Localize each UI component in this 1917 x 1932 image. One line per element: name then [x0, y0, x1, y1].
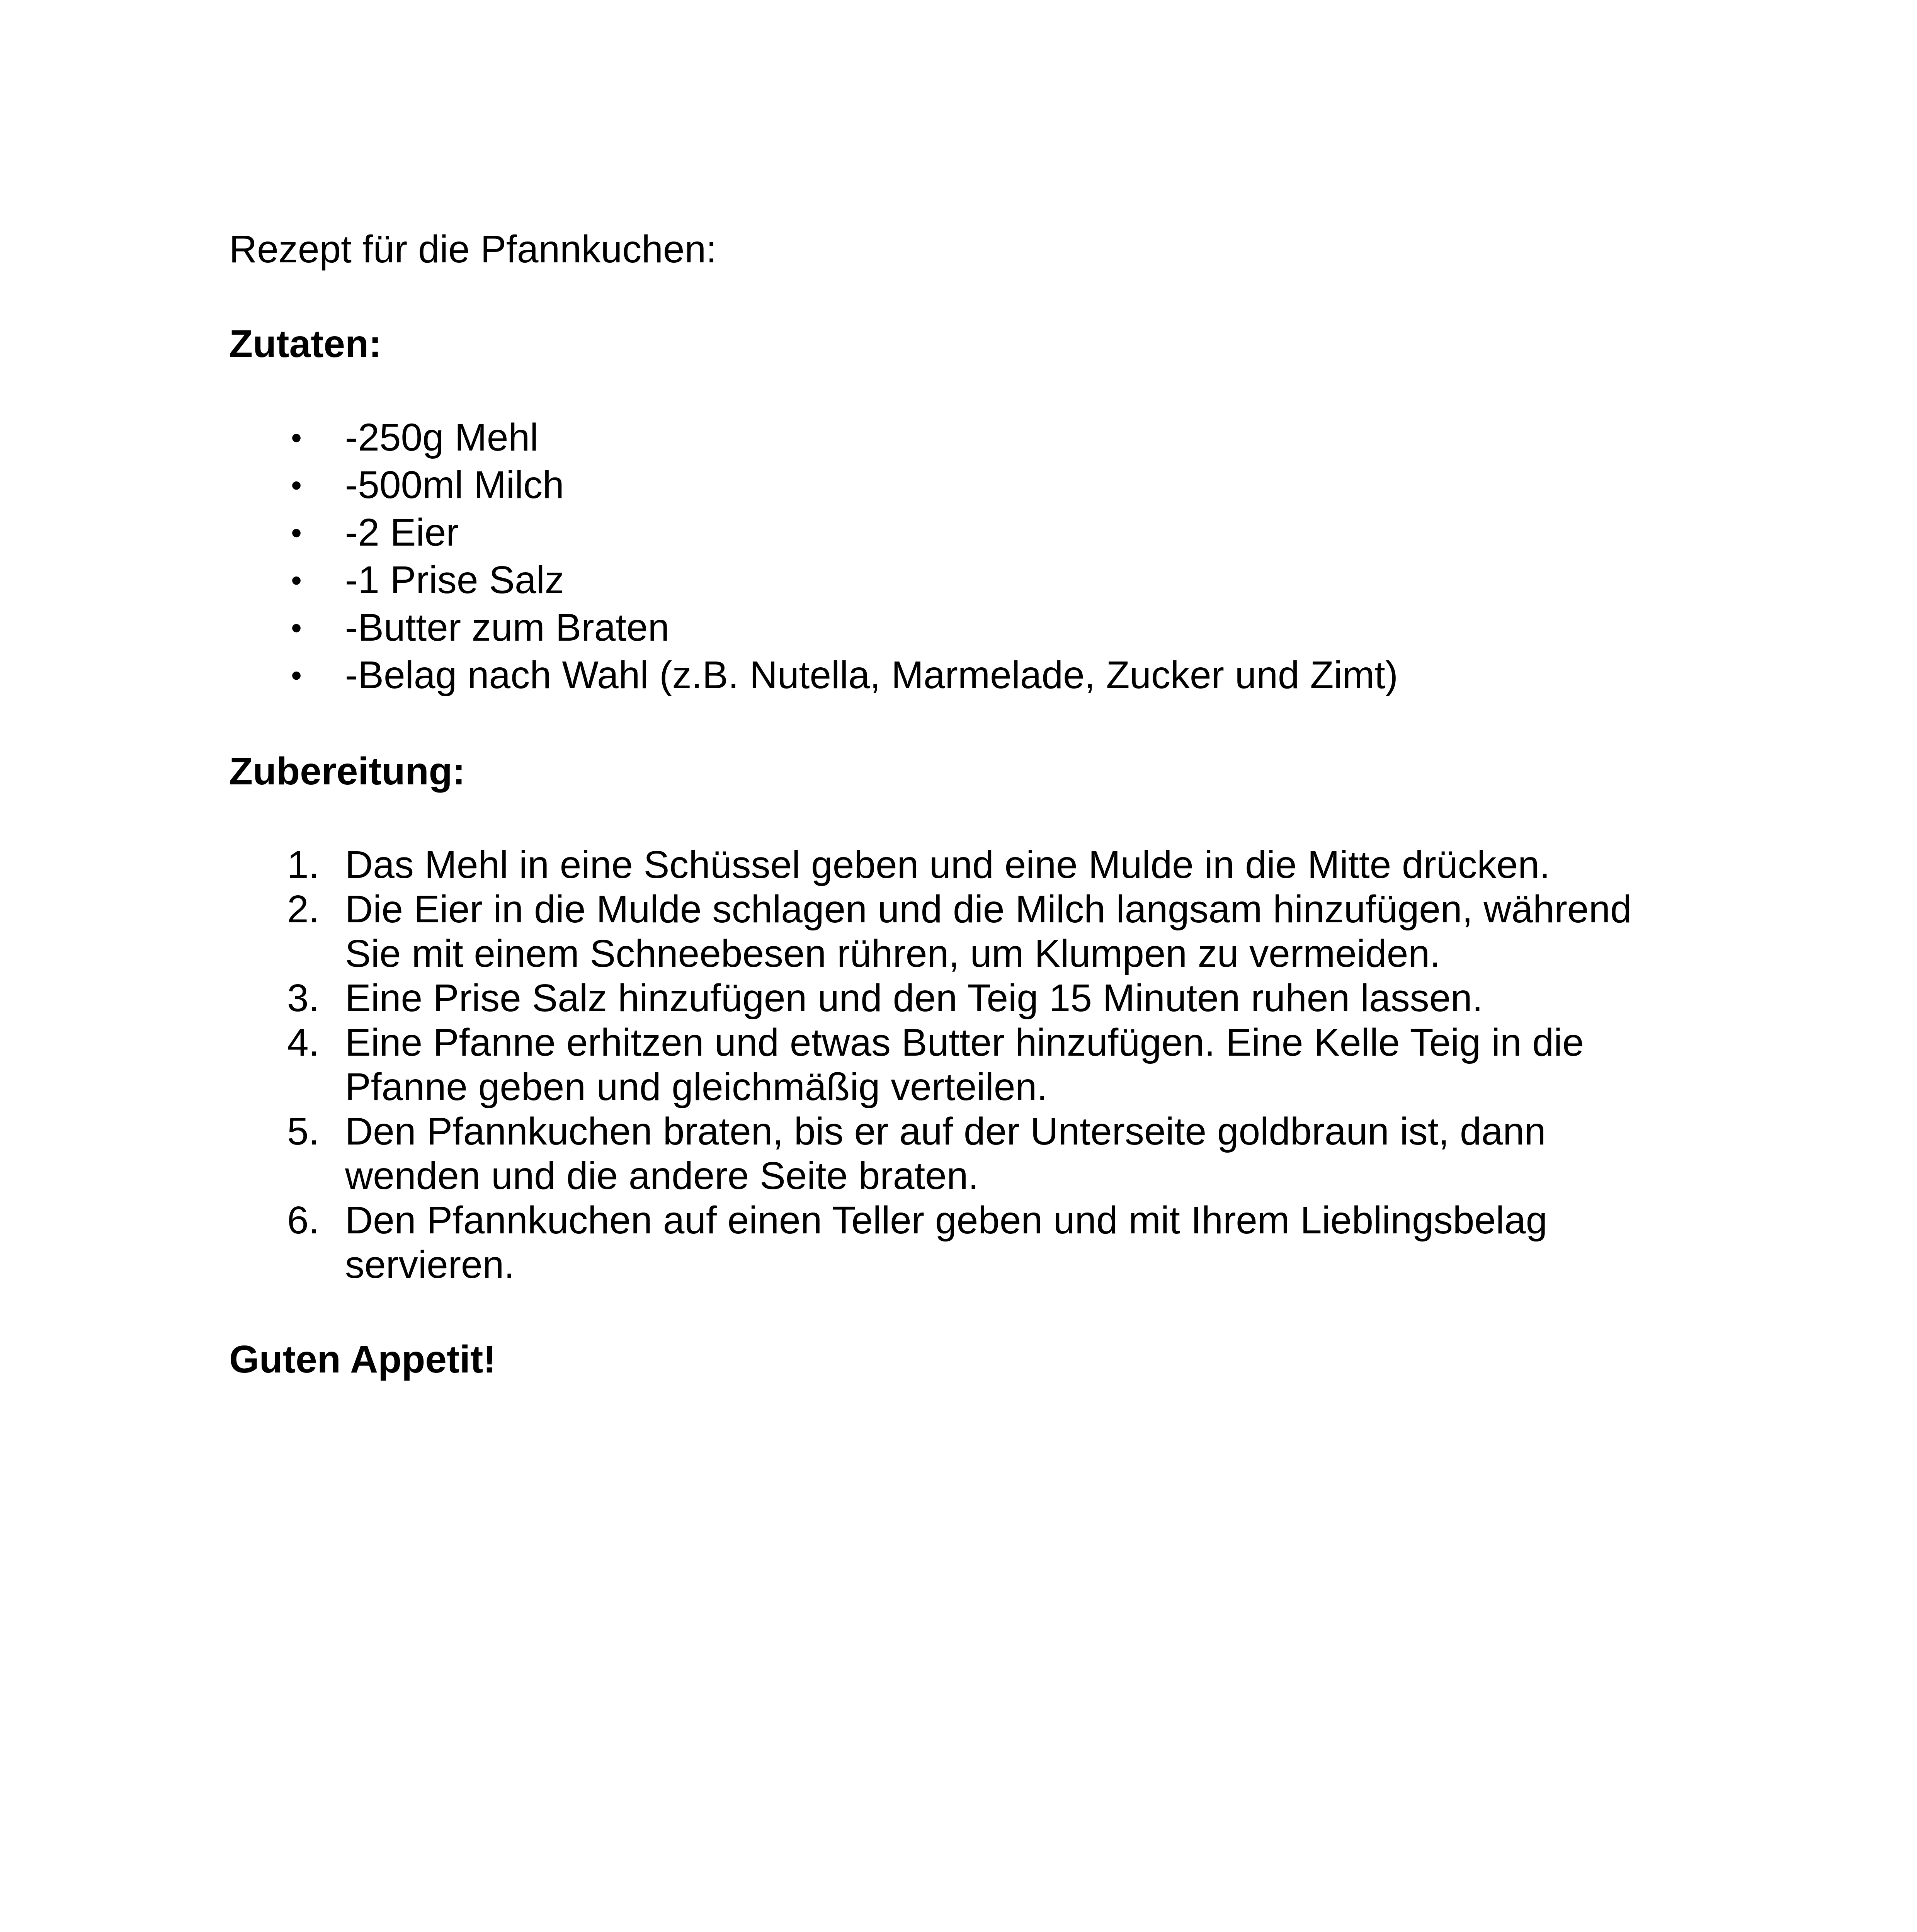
ingredient-text: -2 Eier — [345, 511, 459, 554]
list-item — [229, 843, 1705, 887]
step-line: Den Pfannkuchen braten, bis er auf der Unterseite goldbraun ist, dann — [345, 1110, 1546, 1153]
step-number: 5. — [287, 1110, 320, 1153]
list-item — [229, 605, 1705, 653]
step-line: Den Pfannkuchen auf einen Teller geben und mit Ihrem Lieblingsbelag — [345, 1199, 1548, 1242]
ingredient-text: -1 Prise Salz — [345, 558, 564, 602]
ingredient-text: -Butter zum Braten — [345, 606, 670, 649]
step-number: 2. — [287, 888, 320, 931]
bullet-icon: • — [291, 658, 302, 692]
step-number: 6. — [287, 1199, 320, 1242]
bullet-icon: • — [291, 468, 302, 502]
ingredients-list — [229, 415, 1705, 701]
bullet-icon: • — [291, 420, 302, 455]
preparation-steps — [229, 843, 1705, 1287]
closing-text: Guten Appetit! — [229, 1338, 496, 1381]
ingredient-text: -500ml Milch — [345, 463, 564, 507]
list-item — [229, 1020, 1705, 1109]
bullet-icon: • — [291, 563, 302, 597]
list-item — [229, 653, 1705, 701]
step-line: Eine Prise Salz hinzufügen und den Teig 15 Minuten ruhen lassen. — [345, 976, 1483, 1020]
step-line: Das Mehl in eine Schüssel geben und eine Mulde in die Mitte drücken. — [345, 843, 1550, 886]
step-number: 1. — [287, 843, 320, 886]
step-line: Pfanne geben und gleichmäßig verteilen. — [345, 1065, 1048, 1109]
list-item — [229, 415, 1705, 463]
recipe-intro: Rezept für die Pfannkuchen: — [229, 228, 717, 271]
ingredient-text: -250g Mehl — [345, 416, 539, 459]
list-item — [229, 1109, 1705, 1198]
list-item — [229, 510, 1705, 558]
list-item — [229, 1198, 1705, 1287]
list-item — [229, 887, 1705, 976]
step-number: 4. — [287, 1021, 320, 1064]
step-line: servieren. — [345, 1243, 515, 1286]
step-number: 3. — [287, 976, 320, 1020]
step-line: Eine Pfanne erhitzen und etwas Butter hinzufügen. Eine Kelle Teig in die — [345, 1021, 1584, 1064]
list-item — [229, 463, 1705, 510]
step-line: Die Eier in die Mulde schlagen und die Milch langsam hinzufügen, während — [345, 888, 1632, 931]
bullet-icon: • — [291, 515, 302, 550]
ingredient-text: -Belag nach Wahl (z.B. Nutella, Marmelade, Zucker und Zimt) — [345, 653, 1398, 697]
preparation-heading: Zubereitung: — [229, 750, 466, 793]
step-line: Sie mit einem Schneebesen rühren, um Klumpen zu vermeiden. — [345, 932, 1441, 975]
list-item — [229, 976, 1705, 1020]
document-content — [229, 227, 1705, 1382]
ingredients-heading: Zutaten: — [229, 322, 382, 366]
step-line: wenden und die andere Seite braten. — [345, 1154, 979, 1197]
list-item — [229, 558, 1705, 605]
bullet-icon: • — [291, 611, 302, 645]
